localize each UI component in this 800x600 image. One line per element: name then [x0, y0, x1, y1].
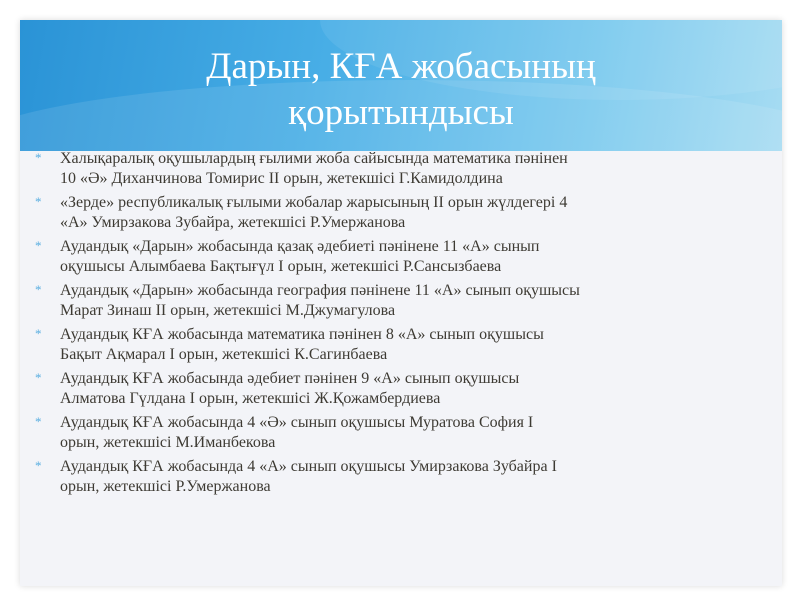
list-item — [20, 413, 760, 453]
bullet-icon: * — [35, 238, 42, 253]
list-item-line: орын, жетекшісі Р.Умержанова — [60, 478, 271, 495]
bullet-icon: * — [35, 150, 42, 165]
bullet-list — [20, 149, 760, 501]
bullet-icon: * — [35, 282, 42, 297]
list-item-line: оқушысы Алымбаева Бақтығүл I орын, жетекшісі Р.Сансызбаева — [60, 258, 502, 275]
list-item-line: Аудандық «Дарын» жобасында қазақ әдебиеті пәнінене 11 «А» сынып — [60, 238, 540, 255]
list-item — [20, 281, 760, 321]
slide — [20, 20, 782, 586]
list-item — [20, 457, 760, 497]
list-item-line: Аудандық «Дарын» жобасында география пәнінене 11 «А» сынып оқушысы — [60, 282, 580, 299]
list-item — [20, 237, 760, 277]
slide-title-line-2: қорытындысы — [288, 92, 514, 133]
title-banner — [20, 20, 782, 151]
list-item-line: Бақыт Ақмарал I орын, жетекшісі К.Сагинбаева — [60, 346, 388, 363]
list-item — [20, 193, 760, 233]
slide-title-line-1: Дарын, КҒА жобасының — [206, 46, 596, 87]
bullet-icon: * — [35, 458, 42, 473]
list-item — [20, 149, 760, 189]
list-item-line: Аудандық КҒА жобасында әдебиет пәнінен 9 «А» сынып оқушысы — [60, 370, 520, 387]
list-item-line: Халықаралық оқушылардың ғылими жоба сайысында математика пәнінен — [60, 150, 568, 167]
bullet-icon: * — [35, 326, 42, 341]
bullet-icon: * — [35, 414, 42, 429]
bullet-icon: * — [35, 194, 42, 209]
list-item-line: орын, жетекшісі М.Иманбекова — [60, 434, 276, 451]
list-item — [20, 325, 760, 365]
bullet-icon: * — [35, 370, 42, 385]
list-item-line: Аудандық КҒА жобасында 4 «Ә» сынып оқушысы Муратова София I — [60, 414, 534, 431]
list-item-line: «Зерде» республикалық ғылыми жобалар жарысының II орын жүлдегері 4 — [60, 194, 568, 211]
list-item — [20, 369, 760, 409]
list-item-line: Аудандық КҒА жобасында математика пәнінен 8 «А» сынып оқушысы — [60, 326, 544, 343]
list-item-line: Аудандық КҒА жобасында 4 «А» сынып оқушысы Умирзакова Зубайра I — [60, 458, 557, 475]
list-item-line: 10 «Ә» Диханчинова Томирис II орын, жетекшісі Г.Камидолдина — [60, 170, 503, 187]
list-item-line: «А» Умирзакова Зубайра, жетекшісі Р.Умержанова — [60, 214, 406, 231]
list-item-line: Марат Зинаш II орын, жетекшісі М.Джумагулова — [60, 302, 396, 319]
list-item-line: Алматова Гүлдана I орын, жетекшісі Ж.Қожамбердиева — [60, 390, 441, 407]
slide-title — [20, 44, 782, 136]
